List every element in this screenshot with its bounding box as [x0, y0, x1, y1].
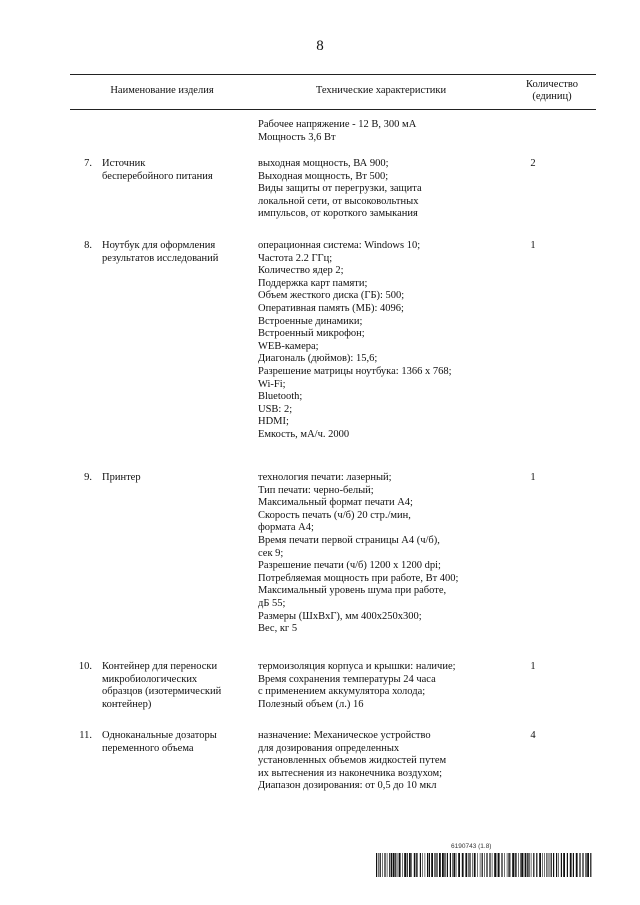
item-name-line: бесперебойного питания [102, 170, 213, 182]
barcode-bar [515, 853, 516, 877]
barcode-bar [468, 853, 469, 877]
barcode-bar [573, 853, 574, 877]
item-name-line: Ноутбук для оформления [102, 240, 216, 251]
barcode-bar [434, 853, 435, 877]
barcode-bar [382, 853, 383, 877]
item-name-line: Одноканальные дозаторы [102, 730, 217, 741]
barcode-bar [507, 853, 508, 877]
barcode-bar [393, 853, 395, 877]
continued-specs [258, 119, 416, 144]
equipment-table [70, 74, 596, 792]
spec-line: формата А4; [258, 522, 314, 534]
barcode-bar [477, 853, 478, 877]
row-number: 8. [84, 240, 92, 251]
spec-line: технология печати: лазерный; [258, 472, 392, 483]
barcode-bar [516, 853, 517, 877]
barcode-bar [492, 853, 493, 877]
barcode-bar [435, 853, 436, 877]
spec-line: для дозирования определенных [258, 742, 400, 754]
spec-line: Виды защиты от перегрузки, защита [258, 183, 422, 195]
barcode-bar [417, 853, 418, 877]
spec-line: Полезный объем (л.) 16 [258, 698, 364, 710]
barcode-bar [585, 853, 586, 877]
barcode-bar [389, 853, 390, 877]
item-specs [258, 472, 508, 636]
barcode-bar [427, 853, 428, 877]
spec-line: Разрешение печати (ч/б) 1200 x 1200 dpi; [258, 560, 441, 572]
spec-line: Оперативная память (МБ): 4096; [258, 302, 404, 314]
spec-line: WEB-камера; [258, 340, 319, 352]
header-specs: Технические характеристики [315, 85, 447, 96]
barcode-bar [531, 853, 532, 877]
barcode-bar [539, 853, 541, 877]
barcode-bar [414, 853, 415, 877]
header-name: Наименование изделия [110, 85, 214, 96]
item-quantity: 1 [530, 472, 536, 483]
barcode-bar [482, 853, 483, 877]
barcode-bar [548, 853, 549, 877]
spec-line: назначение: Механическое устройство [258, 730, 431, 741]
barcode-bar [409, 853, 411, 877]
barcode-bar [494, 853, 496, 877]
spec-line: установленных объемов жидкостей путем [258, 755, 447, 767]
barcode-bar [450, 853, 451, 877]
barcode-bar [407, 853, 408, 877]
item-name-line: переменного объема [102, 742, 194, 754]
table-header [70, 74, 596, 110]
item-specs [258, 661, 508, 711]
barcode-bar [525, 853, 526, 877]
barcode-bar [508, 853, 509, 877]
barcode-bar [442, 853, 444, 877]
barcode-bar [422, 853, 423, 877]
spec-line: Wi-Fi; [258, 378, 286, 390]
barcode-bar [431, 853, 433, 877]
spec-line: USB: 2; [258, 403, 293, 415]
item-name [102, 158, 252, 183]
barcode-bar [567, 853, 568, 877]
spec-line: термоизоляция корпуса и крышки: наличие; [258, 661, 456, 672]
item-name-line: образцов (изотермический [102, 686, 222, 698]
item-quantity: 2 [530, 158, 536, 169]
spec-line: Мощность 3,6 Вт [258, 131, 336, 143]
item-name-line: контейнер) [102, 698, 152, 710]
item-specs [258, 158, 508, 221]
header-quantity-line2: (единиц) [532, 91, 572, 102]
spec-line: Количество ядер 2; [258, 265, 344, 277]
barcode-bar [587, 853, 589, 877]
barcode-bar [378, 853, 379, 877]
barcode-bar [582, 853, 583, 877]
header-quantity [508, 79, 596, 103]
barcode-bar [411, 853, 412, 877]
barcode-bar [439, 853, 441, 877]
barcode-bar [498, 853, 500, 877]
header-quantity-line1: Количество [525, 79, 579, 90]
barcode-bar [558, 853, 559, 877]
barcode-bar [462, 853, 464, 877]
barcode-bar [512, 853, 514, 877]
barcode-bar [561, 853, 562, 877]
barcode-bar [444, 853, 445, 877]
barcode-bar [509, 853, 510, 877]
spec-line: Встроенные динамики; [258, 315, 363, 327]
barcode-bar [504, 853, 505, 877]
barcode-bar [470, 853, 471, 877]
barcode-bar [536, 853, 537, 877]
barcode-bar [527, 853, 528, 877]
item-name [102, 661, 252, 711]
spec-line: Поддержка карт памяти; [258, 277, 368, 289]
barcode-bar [437, 853, 438, 877]
barcode-bar [404, 853, 406, 877]
spec-line: дБ 55; [258, 597, 286, 609]
barcode-bar [528, 853, 529, 877]
item-name-line: результатов исследований [102, 252, 219, 264]
barcode-bar [465, 853, 467, 877]
barcode-bar [447, 853, 448, 877]
barcode-bar [484, 853, 485, 877]
barcode-bar [533, 853, 534, 877]
spec-line: Встроенный микрофон; [258, 328, 365, 340]
barcode-bar [416, 853, 417, 877]
barcode-bar [521, 853, 523, 877]
barcode-bar [556, 853, 557, 877]
barcode-bar [398, 853, 399, 877]
barcode-bar [486, 853, 487, 877]
spec-line: Объем жесткого диска (ГБ): 500; [258, 290, 405, 302]
barcode-bar [387, 853, 388, 877]
barcode [376, 853, 592, 877]
barcode-bar [544, 853, 545, 877]
spec-line: Разрешение матрицы ноутбука: 1366 x 768; [258, 365, 452, 377]
barcode-bar [524, 853, 525, 877]
spec-line: Диапазон дозирования: от 0,5 до 10 мкл [258, 780, 437, 792]
barcode-bar [549, 853, 550, 877]
spec-line: операционная система: Windows 10; [258, 240, 421, 251]
spec-line: Время печати первой страницы А4 (ч/б), [258, 534, 440, 546]
spec-line: Bluetooth; [258, 391, 303, 403]
barcode-bar [458, 853, 460, 877]
row-number: 10. [78, 661, 92, 672]
barcode-bar [553, 853, 554, 877]
barcode-bar [391, 853, 392, 877]
item-name [102, 730, 252, 755]
barcode-bar [480, 853, 481, 877]
spec-line: сек 9; [258, 547, 284, 559]
row-number: 11. [79, 730, 92, 741]
barcode-bar [395, 853, 396, 877]
barcode-bar [551, 853, 552, 877]
barcode-bar [456, 853, 457, 877]
barcode-bar [542, 853, 543, 877]
item-name [102, 240, 252, 265]
spec-line: с применением аккумулятора холода; [258, 686, 426, 698]
barcode-bar [402, 853, 403, 877]
item-specs [258, 730, 508, 793]
barcode-bar [452, 853, 453, 877]
barcode-bar [399, 853, 401, 877]
item-name-line: микробиологических [102, 673, 198, 685]
spec-line: их вытеснения из наконечника воздухом; [258, 767, 443, 779]
spec-line: Выходная мощность, Вт 500; [258, 170, 389, 182]
barcode-bar [384, 853, 385, 877]
barcode-bar [425, 853, 426, 877]
spec-line: Частота 2.2 ГГц; [258, 252, 333, 264]
spec-line: Максимальный уровень шума при работе, [258, 585, 447, 597]
barcode-bar [518, 853, 519, 877]
spec-line: Размеры (ШxВxГ), мм 400x250x300; [258, 610, 422, 622]
barcode-bar [472, 853, 473, 877]
barcode-bar [376, 853, 377, 877]
spec-line: импульсов, от короткого замыкания [258, 208, 418, 220]
spec-line: HDMI; [258, 416, 289, 428]
item-name-line: Контейнер для переноски [102, 661, 218, 672]
spec-line: Диагональ (дюймов): 15,6; [258, 353, 378, 365]
row-number: 9. [84, 472, 92, 483]
spec-line: Потребляемая мощность при работе, Вт 400; [258, 572, 459, 584]
spec-line: выходная мощность, ВА 900; [258, 158, 389, 169]
barcode-bar [563, 853, 565, 877]
barcode-bar [453, 853, 455, 877]
spec-line: локальной сети, от высоковольтных [258, 195, 419, 207]
item-quantity: 4 [530, 730, 536, 741]
barcode-bar [590, 853, 591, 877]
item-name [102, 472, 252, 485]
spec-line: Максимальный формат печати А4; [258, 497, 413, 509]
spec-line: Тип печати: черно-белый; [258, 484, 374, 496]
barcode-bar [520, 853, 521, 877]
barcode-bar [429, 853, 430, 877]
barcode-bar [420, 853, 421, 877]
item-specs [258, 240, 508, 442]
barcode-bar [380, 853, 381, 877]
spec-line: Время сохранения температуры 24 часа [258, 673, 436, 685]
row-number: 7. [84, 158, 92, 169]
barcode-bar [570, 853, 572, 877]
barcode-bar [497, 853, 498, 877]
barcode-bar [579, 853, 580, 877]
spec-line: Вес, кг 5 [258, 623, 298, 635]
item-name-line: Источник [102, 158, 146, 169]
barcode-label: 6190743 (1.8) [451, 843, 492, 850]
barcode-bar [576, 853, 578, 877]
page-number: 8 [316, 38, 324, 54]
spec-line: Скорость печать (ч/б) 20 стр./мин, [258, 509, 411, 521]
item-name-line: Принтер [102, 472, 141, 483]
spec-line: Емкость, мА/ч. 2000 [258, 428, 350, 440]
barcode-bar [546, 853, 547, 877]
barcode-bar [501, 853, 502, 877]
item-quantity: 1 [530, 661, 536, 672]
spec-line: Рабочее напряжение - 12 В, 300 мА [258, 119, 417, 130]
barcode-bar [474, 853, 476, 877]
barcode-bar [489, 853, 490, 877]
item-quantity: 1 [530, 240, 536, 251]
